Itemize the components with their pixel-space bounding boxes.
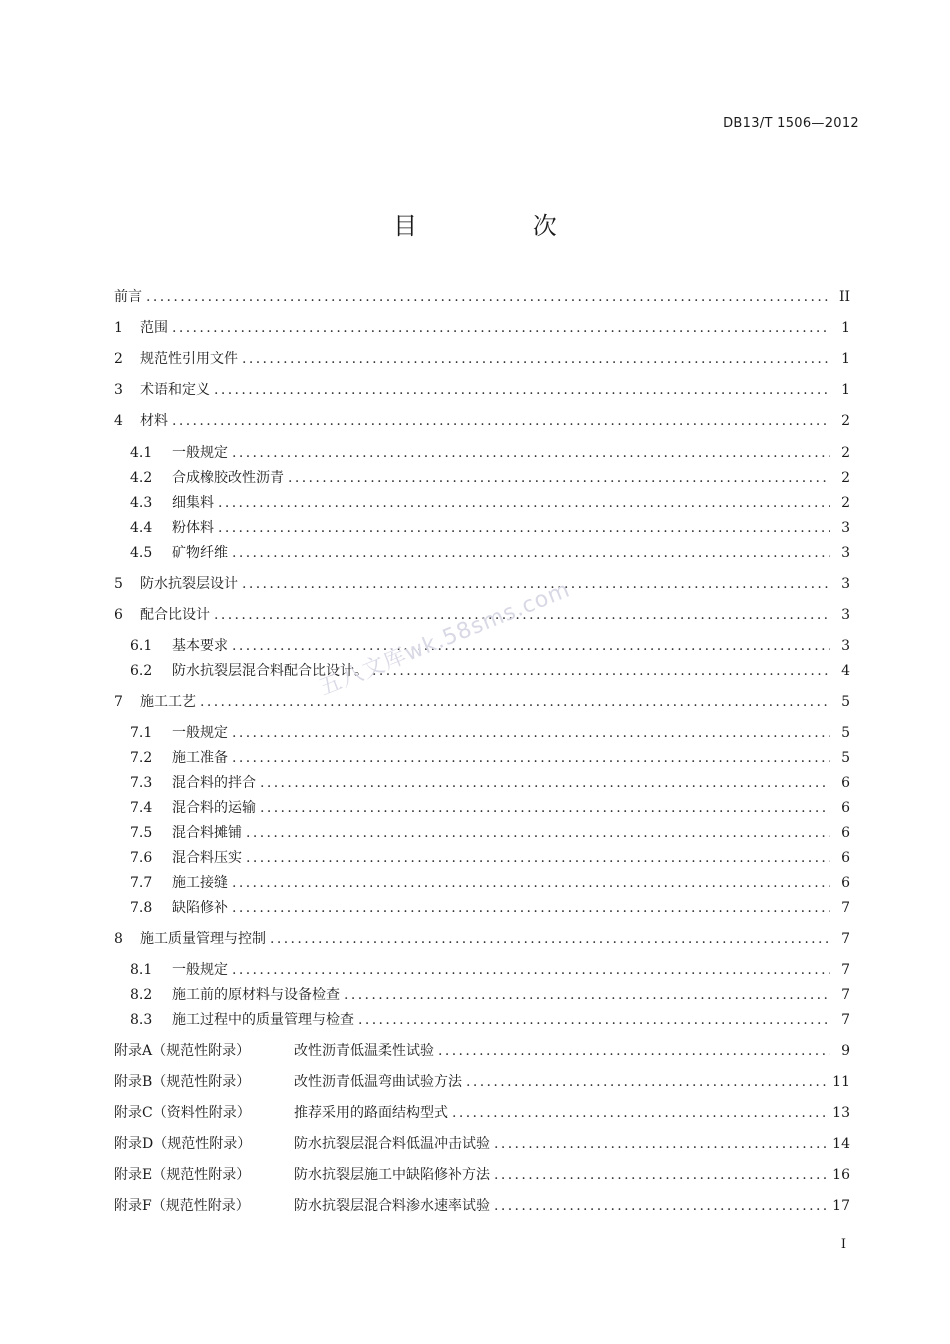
toc-entry-number: 7.7 <box>130 875 153 891</box>
toc-entry-title: 施工工艺 <box>140 694 196 710</box>
toc-entry-title: 防水抗裂层混合料配合比设计。 <box>172 663 368 679</box>
toc-entry-number: 7.8 <box>130 900 153 916</box>
dot-leader <box>494 1194 828 1218</box>
toc-entry-title: 混合料的拌合 <box>172 775 256 791</box>
toc-entry-page: 6 <box>841 825 850 841</box>
toc-entry-page: 6 <box>841 800 850 816</box>
toc-entry-page: 14 <box>832 1136 850 1152</box>
toc-entry-title: 一般规定 <box>172 445 228 461</box>
toc-entry-page: 3 <box>841 545 850 561</box>
toc-entry-title: 混合料压实 <box>172 850 242 866</box>
toc-entry-number: 5 <box>114 576 123 592</box>
toc-entry-number: 1 <box>114 320 123 336</box>
dot-leader <box>494 1132 828 1156</box>
toc-entry[interactable] <box>130 441 850 465</box>
toc-entry-number: 4.2 <box>130 470 153 486</box>
toc-entry[interactable] <box>114 285 850 309</box>
toc-entry-number: 附录C（资料性附录） <box>114 1105 251 1121</box>
toc-entry-title: 防水抗裂层设计 <box>140 576 238 592</box>
dot-leader <box>358 1008 830 1032</box>
dot-leader <box>172 409 830 433</box>
toc-entry[interactable] <box>130 466 850 490</box>
toc-entry-title: 防水抗裂层混合料低温冲击试验 <box>294 1136 490 1152</box>
toc-entry-title: 范围 <box>140 320 168 336</box>
toc-entry-number: 附录B（规范性附录） <box>114 1074 251 1090</box>
toc-entry-page: 2 <box>841 413 850 429</box>
dot-leader <box>260 796 830 820</box>
dot-leader <box>494 1163 828 1187</box>
toc-entry[interactable] <box>130 634 850 658</box>
toc-entry-page: II <box>838 289 850 305</box>
toc-entry-title: 改性沥青低温弯曲试验方法 <box>294 1074 462 1090</box>
dot-leader <box>232 441 830 465</box>
toc-entry-page: 6 <box>841 875 850 891</box>
toc-entry-title: 施工准备 <box>172 750 228 766</box>
toc-entry[interactable] <box>130 659 850 683</box>
toc-entry[interactable] <box>114 1194 850 1218</box>
toc-entry-page: 7 <box>841 1012 850 1028</box>
toc-entry-number: 6.2 <box>130 663 153 679</box>
toc-entry-number: 4.5 <box>130 545 153 561</box>
dot-leader <box>232 634 830 658</box>
toc-entry-title: 细集料 <box>172 495 214 511</box>
toc-entry-title: 改性沥青低温柔性试验 <box>294 1043 434 1059</box>
toc-entry-title: 施工接缝 <box>172 875 228 891</box>
toc-entry-number: 7.4 <box>130 800 153 816</box>
toc-entry-page: 2 <box>841 495 850 511</box>
toc-entry-page: 3 <box>841 638 850 654</box>
toc-entry-number: 7 <box>114 694 123 710</box>
toc-entry-page: 1 <box>841 320 850 336</box>
toc-entry[interactable] <box>114 927 850 951</box>
toc-entry-page: 2 <box>841 470 850 486</box>
toc-entry-title: 混合料摊铺 <box>172 825 242 841</box>
toc-entry-title: 防水抗裂层施工中缺陷修补方法 <box>294 1167 490 1183</box>
toc-entry-page: 3 <box>841 576 850 592</box>
toc-entry-title: 材料 <box>140 413 168 429</box>
dot-leader <box>200 690 830 714</box>
dot-leader <box>172 316 830 340</box>
toc-entry-page: 1 <box>841 351 850 367</box>
toc-entry-page: 3 <box>841 520 850 536</box>
dot-leader <box>232 958 830 982</box>
toc-entry-number: 7.1 <box>130 725 153 741</box>
toc-entry-page: 7 <box>841 987 850 1003</box>
toc-entry[interactable] <box>114 1039 850 1063</box>
toc-entry[interactable] <box>114 572 850 596</box>
toc-entry-number: 3 <box>114 382 123 398</box>
toc-entry-number: 8.3 <box>130 1012 153 1028</box>
toc-entry-number: 4.1 <box>130 445 153 461</box>
toc-entry[interactable] <box>130 721 850 745</box>
toc-entry-page: 7 <box>841 962 850 978</box>
toc-entry[interactable] <box>114 316 850 340</box>
toc-entry[interactable] <box>130 896 850 920</box>
toc-entry-page: 13 <box>832 1105 850 1121</box>
toc-entry-page: 7 <box>841 900 850 916</box>
toc-entry-number: 4.3 <box>130 495 153 511</box>
toc-entry[interactable] <box>130 846 850 870</box>
toc-entry-page: 4 <box>841 663 850 679</box>
toc-entry[interactable] <box>114 1070 850 1094</box>
toc-entry-number: 附录D（规范性附录） <box>114 1136 252 1152</box>
toc-entry-number: 6 <box>114 607 123 623</box>
toc-entry-page: 11 <box>832 1074 850 1090</box>
toc-entry-number: 8.1 <box>130 962 153 978</box>
dot-leader <box>270 927 830 951</box>
toc-entry[interactable] <box>114 1101 850 1125</box>
toc-entry[interactable] <box>130 796 850 820</box>
dot-leader <box>260 771 830 795</box>
dot-leader <box>246 846 830 870</box>
dot-leader <box>344 983 830 1007</box>
dot-leader <box>232 871 830 895</box>
toc-entry-number: 7.2 <box>130 750 153 766</box>
toc-entry-title: 推荐采用的路面结构型式 <box>294 1105 448 1121</box>
toc-entry[interactable] <box>130 821 850 845</box>
toc-entry-page: 6 <box>841 775 850 791</box>
standard-code: DB13/T 1506—2012 <box>723 116 859 131</box>
dot-leader <box>452 1101 828 1125</box>
toc-entry-page: 9 <box>841 1043 850 1059</box>
toc-entry-title: 规范性引用文件 <box>140 351 238 367</box>
toc-entry-number: 8.2 <box>130 987 153 1003</box>
toc-entry[interactable] <box>114 1132 850 1156</box>
toc-entry-page: 16 <box>832 1167 850 1183</box>
toc-entry-number: 6.1 <box>130 638 153 654</box>
toc-entry-number: 8 <box>114 931 123 947</box>
toc-entry-page: 17 <box>832 1198 850 1214</box>
toc-entry-title: 防水抗裂层混合料渗水速率试验 <box>294 1198 490 1214</box>
toc-entry-number: 4.4 <box>130 520 153 536</box>
toc-entry-title: 矿物纤维 <box>172 545 228 561</box>
toc-entry-title: 施工前的原材料与设备检查 <box>172 987 340 1003</box>
toc-entry-title: 合成橡胶改性沥青 <box>172 470 284 486</box>
dot-leader <box>218 516 830 540</box>
toc-entry-title: 前言 <box>114 289 142 305</box>
toc-entry[interactable] <box>114 690 850 714</box>
dot-leader <box>146 285 830 309</box>
dot-leader <box>232 746 830 770</box>
dot-leader <box>232 541 830 565</box>
toc-entry[interactable] <box>130 958 850 982</box>
dot-leader <box>246 821 830 845</box>
toc-entry[interactable] <box>130 871 850 895</box>
toc-entry-number: 7.6 <box>130 850 153 866</box>
dot-leader <box>372 659 830 683</box>
toc-entry-title: 一般规定 <box>172 962 228 978</box>
toc-entry-number: 7.5 <box>130 825 153 841</box>
toc-entry-page: 5 <box>841 750 850 766</box>
toc-entry-number: 4 <box>114 413 123 429</box>
dot-leader <box>466 1070 828 1094</box>
page-number: I <box>840 1237 846 1252</box>
dot-leader <box>242 347 830 371</box>
toc-entry-title: 施工质量管理与控制 <box>140 931 266 947</box>
toc-entry-number: 2 <box>114 351 123 367</box>
toc-entry-page: 6 <box>841 850 850 866</box>
toc-entry-number: 附录F（规范性附录） <box>114 1198 250 1214</box>
toc-entry-page: 7 <box>841 931 850 947</box>
toc-entry[interactable] <box>130 771 850 795</box>
toc-entry-page: 2 <box>841 445 850 461</box>
toc-entry[interactable] <box>130 541 850 565</box>
toc-entry-page: 5 <box>841 694 850 710</box>
dot-leader <box>232 721 830 745</box>
toc-entry[interactable] <box>130 491 850 515</box>
toc-entry[interactable] <box>130 516 850 540</box>
toc-entry-title: 混合料的运输 <box>172 800 256 816</box>
toc-entry[interactable] <box>130 1008 850 1032</box>
toc-entry-number: 7.3 <box>130 775 153 791</box>
toc-entry[interactable] <box>114 378 850 402</box>
toc-entry-title: 一般规定 <box>172 725 228 741</box>
toc-entry-title: 术语和定义 <box>140 382 210 398</box>
dot-leader <box>438 1039 830 1063</box>
toc-entry-number: 附录A（规范性附录） <box>114 1043 251 1059</box>
toc-entry-page: 1 <box>841 382 850 398</box>
dot-leader <box>218 491 830 515</box>
toc-entry-title: 缺陷修补 <box>172 900 228 916</box>
toc-entry[interactable] <box>114 347 850 371</box>
toc-entry[interactable] <box>130 983 850 1007</box>
page-title: 目 次 <box>393 212 611 240</box>
dot-leader <box>232 896 830 920</box>
dot-leader <box>214 378 830 402</box>
toc-entry-page: 5 <box>841 725 850 741</box>
toc-entry-title: 粉体料 <box>172 520 214 536</box>
toc-entry[interactable] <box>114 409 850 433</box>
toc-entry-page: 3 <box>841 607 850 623</box>
toc-entry[interactable] <box>114 1163 850 1187</box>
dot-leader <box>288 466 830 490</box>
watermark: 五八文库wk.58sms.com <box>316 577 574 701</box>
toc-entry[interactable] <box>130 746 850 770</box>
toc-entry-title: 基本要求 <box>172 638 228 654</box>
toc-entry-title: 施工过程中的质量管理与检查 <box>172 1012 354 1028</box>
toc-entry-title: 配合比设计 <box>140 607 210 623</box>
toc-entry-number: 附录E（规范性附录） <box>114 1167 251 1183</box>
